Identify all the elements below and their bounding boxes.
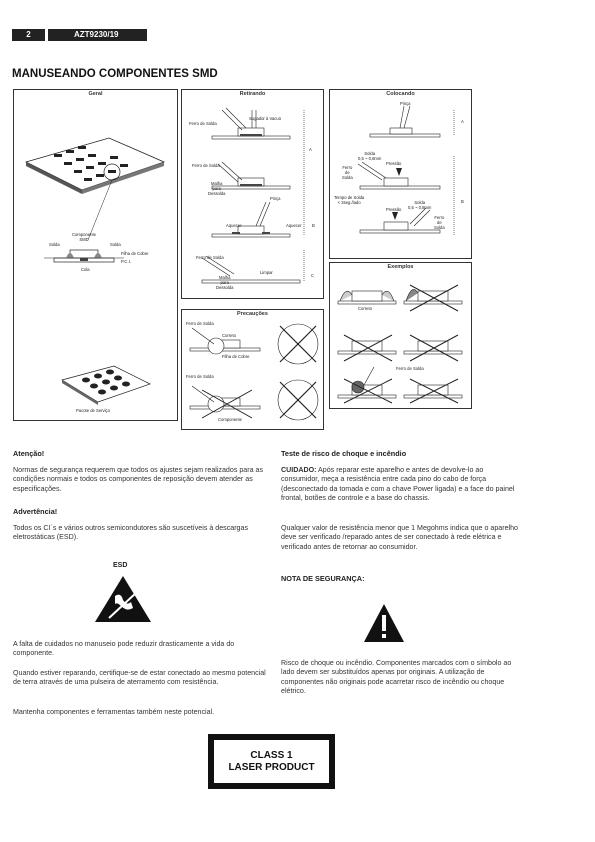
label-solda-espessura: Solda 0,5 ~ 0,8mm (358, 151, 382, 161)
page-number-box (12, 29, 45, 41)
label-ferro-precaucao-2: Ferro de Solda (186, 374, 214, 379)
panel-title-precaucoes: Precauções (237, 311, 268, 317)
advertencia-heading: Advertência! (13, 507, 58, 516)
panel-exemplos (329, 262, 472, 409)
label-componente-precaucao: Componente (218, 417, 242, 422)
label-c: C (311, 273, 315, 278)
label-a: A (309, 147, 312, 152)
label-solda-right: Solda (110, 242, 121, 247)
panel-title-colocando: Colocando (386, 91, 415, 97)
panel-title-exemplos: Exemplos (387, 264, 414, 270)
label-limpar: Limpar (260, 270, 273, 275)
teste-heading: Teste de risco de choque e incêndio (281, 449, 407, 458)
esd-label: ESD (113, 562, 128, 569)
label-ferro-solda-1: Ferro de Solda (189, 121, 217, 126)
cuidado-label: CUIDADO: (281, 466, 317, 474)
panel-title-retirando: Retirando (239, 91, 266, 97)
panel-colocando (329, 89, 472, 259)
label-b-colocando: B (461, 199, 464, 204)
label-solda-espessura-2: Solda 0,5 ~ 0,8mm (408, 200, 432, 210)
model-number: AZT9230/19 (74, 30, 119, 39)
label-ferro-solda-2: Ferro de Solda (192, 163, 220, 168)
label-b: B (312, 223, 315, 228)
label-aquecer-left: Aquecer (226, 223, 242, 228)
atencao-text: Normas de segurança requerem que todos os ajustes sejam realizados para as condições normais e todos os componentes de reposição devem atender as especificações. (13, 466, 263, 493)
nota-seguranca-heading: NOTA DE SEGURANÇA: (281, 574, 365, 583)
cuidado-text: Após reparar este aparelho e antes de devolve-lo ao consumidor, meça a resistência entre cada pino do cabo de força (desconectado da tomada e com a chave Power ligada) e a face do painel frontal, botões de controle e a base do chassis. (281, 466, 515, 502)
label-pressao-1: Pressão (386, 161, 402, 166)
label-ferro-colocando: Ferro de Solda (342, 165, 353, 180)
esd-para-1: A falta de cuidados no manuseio pode reduzir drasticamente a vida do componente. (13, 640, 235, 658)
label-pacote-servico: Pacote de Serviço (76, 408, 110, 413)
laser-product-text: LASER PRODUCT (228, 762, 315, 773)
label-aquecer-right: Aquecer (286, 223, 302, 228)
model-box (48, 29, 147, 41)
panel-precaucoes (181, 309, 324, 430)
atencao-heading: Atenção! (13, 449, 45, 458)
panel-geral (13, 89, 178, 421)
label-cola: Cola (81, 267, 90, 272)
label-correto-exemplo: Correto (358, 306, 372, 311)
page-number: 2 (26, 30, 31, 39)
resistencia-paragraph: Qualquer valor de resistência menor que 1 Megohms indica que o aparelho deve ser verificado /reparado antes de ser conectado à rede elétrica e verificado antes de retornar ao consumidor. (281, 524, 518, 551)
label-filha-cobre-precaucao: Filha de Cobre (222, 354, 250, 359)
panel-title-geral: Geral (88, 91, 103, 97)
esd-warning-icon (93, 574, 153, 624)
laser-class-text: CLASS 1 (250, 750, 293, 761)
label-a-colocando: A (461, 119, 464, 124)
esd-para-3: Mantenha componentes e ferramentas também neste potencial. (13, 708, 215, 716)
advertencia-text: Todos os CI´s e vários outros semicondutores são suscetíveis à descargas eletrostáticas (ESD). (13, 524, 248, 542)
laser-product-label (208, 734, 335, 789)
geral-illustration (14, 90, 177, 420)
label-correto-precaucao: Correto (222, 333, 236, 338)
label-filha-cobre: Filha de Cobre (121, 251, 149, 256)
risco-paragraph: Risco de choque ou incêndio. Componentes marcados com o símbolo ao lado devem ser substituídos apenas por originais. A utilização de componentes não originais pode acarretar risco de incêndio ou choque elétrico. (281, 659, 512, 695)
panel-retirando (181, 89, 324, 299)
label-tempo-solda: Tempo de Solda < 3seg./lado (334, 195, 365, 205)
label-ferro-precaucao-1: Ferro de Solda (186, 321, 214, 326)
cuidado-paragraph (281, 466, 521, 503)
label-pci: P.C.I. (121, 259, 131, 264)
label-sugador-vacuo: Sugador à Vacuo (249, 116, 282, 121)
label-pressao-2: Pressão (386, 207, 402, 212)
page-title: MANUSEANDO COMPONENTES SMD (12, 68, 218, 80)
label-ferro-colocando-2: Ferro de Solda (434, 215, 445, 230)
precaucoes-illustration (182, 310, 323, 429)
label-ferro-solda-3: Ferro de Solda (196, 255, 224, 260)
label-solda-left: Solda (49, 242, 60, 247)
label-malha-dessolda: Malha para Dessolda (208, 181, 226, 196)
label-pinca: Pinça (270, 196, 281, 201)
label-malha-dessolda-2: Malha para Dessolda (216, 275, 234, 290)
exemplos-illustration (330, 263, 471, 408)
warning-triangle-icon (363, 603, 405, 643)
label-pinca-colocando: Pinça (400, 101, 411, 106)
label-ferro-exemplo: Ferro de Solda (396, 366, 424, 371)
label-componente-smd: Componente SMD (72, 232, 96, 242)
esd-para-2: Quando estiver reparando, certifique-se de estar conectado ao mesmo potencial de terra através de uma pulseira de aterramento com resistência. (13, 669, 266, 687)
